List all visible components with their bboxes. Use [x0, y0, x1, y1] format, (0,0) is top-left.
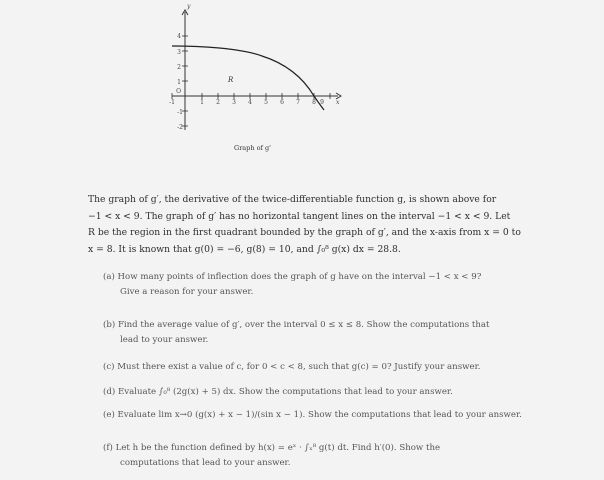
problem-line-3: R be the region in the first quadrant bounded by the graph of g′, and the x-axis from x = 0 to — [88, 227, 521, 239]
question-a — [103, 270, 553, 299]
region-label: R — [228, 76, 234, 84]
problem-line-1: The graph of g′, the derivative of the twice-differentiable function g, is shown above for — [88, 194, 497, 205]
problem-line-4: x = 8. It is known that g(0) = −6, g(8) = 10, and ∫₀⁸ g(x) dx = 28.8. — [88, 243, 401, 255]
y-tick-1: 1 — [177, 79, 181, 86]
y-tick-neg1: -1 — [177, 109, 183, 116]
question-d-line-1: (d) Evaluate ∫₀⁸ (2g(x) + 5) dx. Show the computations that lead to your answer. — [103, 387, 453, 397]
x-tick-7: 7 — [296, 99, 300, 106]
problem-statement — [88, 192, 548, 258]
question-b-line-2: lead to your answer. — [120, 334, 209, 345]
x-tick-5: 5 — [264, 99, 268, 106]
question-b — [103, 318, 553, 347]
y-axis-label: y — [187, 3, 191, 10]
question-e — [103, 408, 553, 423]
y-tick-4: 4 — [177, 33, 181, 40]
question-f-line-1: (f) Let h be the function defined by h(x) = eˣ · ∫ₓ⁸ g(t) dt. Find h′(0). Show the — [103, 443, 441, 453]
graph-of-g-prime — [0, 0, 604, 170]
x-tick-2: 2 — [216, 99, 220, 106]
question-c-line-1: (c) Must there exist a value of c, for 0 < c < 8, such that g(c) = 0? Justify your answer. — [103, 362, 481, 372]
x-tick-8: 8 — [312, 99, 316, 106]
y-tick-neg2: -2 — [177, 124, 183, 131]
problem-line-2: −1 < x < 9. The graph of g′ has no horizontal tangent lines on the interval −1 < x < 9. Let — [88, 210, 511, 222]
x-tick-4: 4 — [248, 99, 252, 106]
question-f-line-2: computations that lead to your answer. — [120, 457, 291, 468]
x-tick-neg1: -1 — [169, 99, 175, 106]
question-e-line-1: (e) Evaluate lim x→0 (g(x) + x − 1)/(sin x − 1). Show the computations that lead to your answer. — [103, 410, 522, 420]
y-tick-2: 2 — [177, 64, 181, 71]
question-a-line-1: (a) How many points of inflection does the graph of g have on the interval −1 < x < 9? — [103, 272, 482, 282]
question-d — [103, 385, 553, 400]
origin-label: O — [176, 88, 181, 95]
y-tick-3: 3 — [177, 49, 181, 56]
x-tick-1: 1 — [200, 99, 204, 106]
x-tick-9: 9 — [320, 99, 324, 106]
question-b-line-1: (b) Find the average value of g′, over the interval 0 ≤ x ≤ 8. Show the computations that — [103, 320, 490, 330]
question-c — [103, 360, 553, 375]
question-a-line-2: Give a reason for your answer. — [120, 286, 254, 297]
x-tick-6: 6 — [280, 99, 284, 106]
x-axis-label: x — [336, 99, 340, 106]
x-tick-3: 3 — [232, 99, 236, 106]
graph-caption: Graph of g' — [234, 144, 271, 152]
question-f — [103, 441, 553, 470]
